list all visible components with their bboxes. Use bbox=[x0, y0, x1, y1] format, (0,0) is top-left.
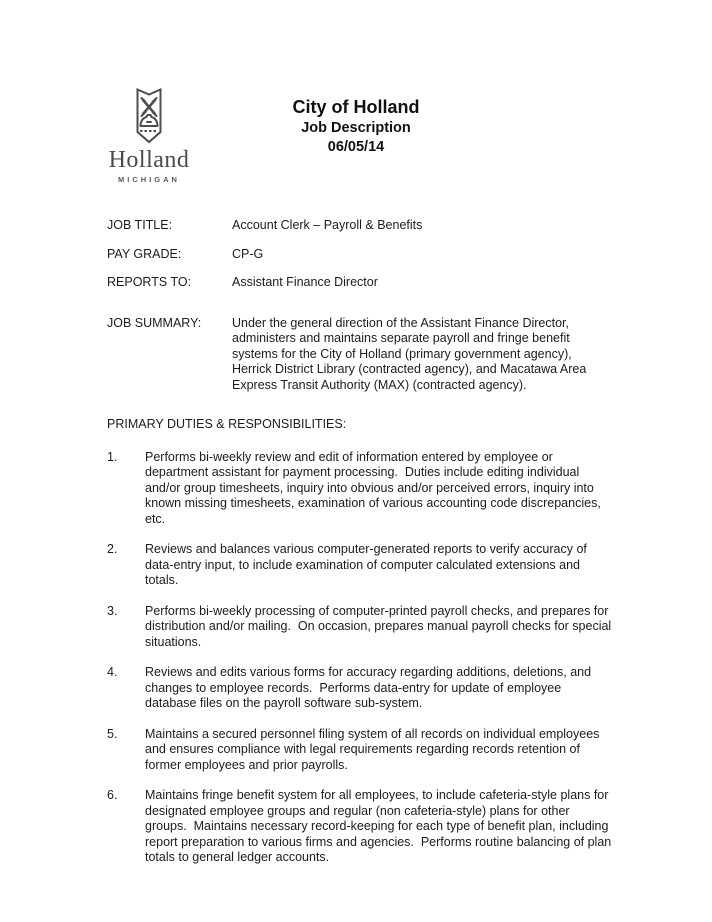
meta-row-reports-to bbox=[107, 275, 614, 291]
duty-number: 2. bbox=[107, 542, 118, 556]
duty-item-5 bbox=[107, 727, 614, 774]
duty-text: Reviews and edits various forms for accuracy regarding additions, deletions, and changes to employee records. Performs data-entry for update of employee database files on the payroll software sub-system. bbox=[145, 665, 595, 710]
logo-state-label: MICHIGAN bbox=[118, 175, 180, 184]
duty-number: 6. bbox=[107, 788, 118, 802]
document-header bbox=[0, 0, 712, 218]
primary-duties-heading: PRIMARY DUTIES & RESPONSIBILITIES: bbox=[107, 417, 347, 431]
pay-grade-label: PAY GRADE: bbox=[107, 246, 182, 261]
duty-item-6 bbox=[107, 788, 614, 866]
duty-text: Performs bi-weekly processing of computer-printed payroll checks, and prepares for distribution and/or mailing. On occasion, prepares manual payroll checks for special situations. bbox=[145, 603, 615, 649]
job-summary-label: JOB SUMMARY: bbox=[107, 315, 202, 330]
job-title-value: Account Clerk – Payroll & Benefits bbox=[232, 218, 423, 232]
job-summary-value: Under the general direction of the Assistant Finance Director, administers and maintains separate payroll and fringe benefit systems for the City of Holland (primary government agency), Herrick District Library (contracted agency), and Macatawa Area Express Transit Authority (MAX) (contracted agency). bbox=[232, 315, 590, 392]
document-date: 06/05/14 bbox=[327, 139, 385, 155]
reports-to-label: REPORTS TO: bbox=[107, 275, 192, 289]
duty-text: Reviews and balances various computer-generated reports to verify accuracy of data-entry input, to include examination of computer calculated extensions and totals. bbox=[145, 542, 591, 587]
meta-row-job-title bbox=[107, 218, 614, 234]
duty-item-4 bbox=[107, 665, 614, 712]
duty-text: Performs bi-weekly review and edit of information entered by employee or department assistant for payment processing. Duties include editing individual and/or group timesheets, inquiry into obvious and/or perceived errors, inquiry into known missing timesheets, examination of various accounting code discrepancies, etc. bbox=[145, 449, 605, 526]
logo-wordmark: Holland bbox=[108, 147, 190, 173]
duty-item-3 bbox=[107, 604, 614, 651]
duty-item-2 bbox=[107, 542, 614, 589]
header-title-block bbox=[0, 96, 712, 157]
job-title-label: JOB TITLE: bbox=[107, 218, 173, 232]
duty-text: Maintains fringe benefit system for all employees, to include cafeteria-style plans for designated employee groups and regular (non cafeteria-style) plans for other groups. Maintains necessary record-keeping for each type of benefit plan, including report preparation to various firms and agencies. Performs routine balancing of plan totals to general ledger accounts. bbox=[145, 788, 615, 864]
duty-item-1 bbox=[107, 450, 614, 528]
document-body bbox=[107, 218, 614, 866]
meta-row-job-summary bbox=[107, 316, 614, 394]
document-subtitle: Job Description bbox=[301, 120, 411, 136]
reports-to-value: Assistant Finance Director bbox=[232, 275, 378, 289]
duty-text: Maintains a secured personnel filing system of all records on individual employees and ensures compliance with legal requirements regarding records retention of former employees and prior payrolls. bbox=[145, 726, 603, 772]
duty-number: 1. bbox=[107, 449, 118, 464]
pay-grade-value: CP-G bbox=[232, 246, 264, 261]
document-title: City of Holland bbox=[292, 97, 420, 117]
duty-number: 4. bbox=[107, 665, 118, 679]
meta-row-pay-grade bbox=[107, 247, 614, 263]
duty-number: 3. bbox=[107, 603, 118, 618]
duty-number: 5. bbox=[107, 726, 118, 741]
